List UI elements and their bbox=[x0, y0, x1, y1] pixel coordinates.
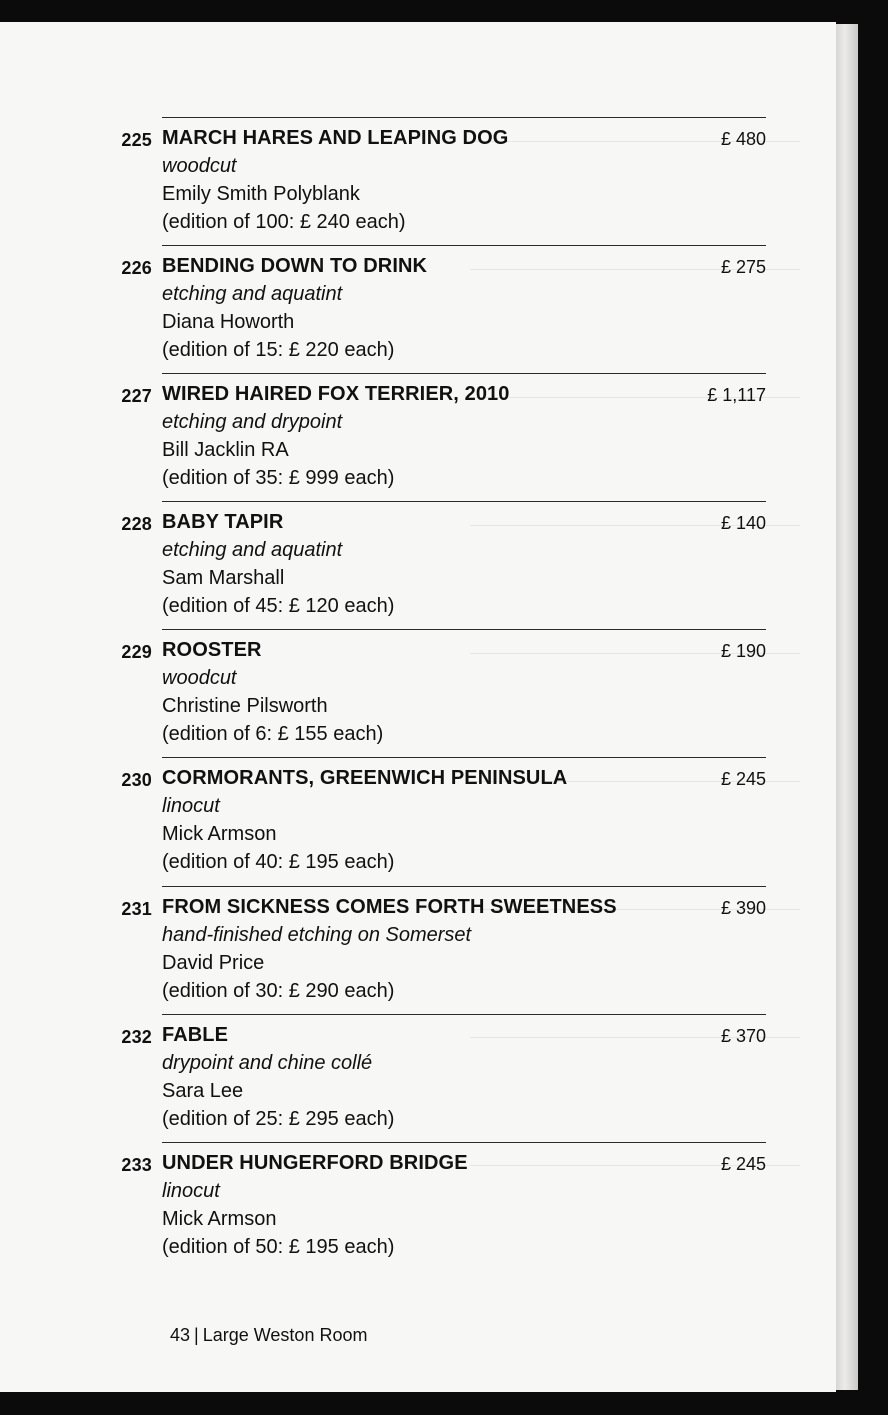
entry-number: 229 bbox=[121, 642, 152, 662]
entry-price: £ 140 bbox=[720, 513, 766, 533]
footer-separator: | bbox=[194, 1325, 199, 1345]
entry-price: £ 370 bbox=[720, 1026, 766, 1046]
entry-divider bbox=[162, 629, 766, 630]
entry-artist: Bill Jacklin RA bbox=[162, 439, 289, 461]
catalogue-entry bbox=[0, 629, 836, 757]
entry-number: 228 bbox=[121, 514, 152, 534]
catalogue-entry bbox=[0, 1014, 836, 1142]
entry-price: £ 245 bbox=[720, 1154, 766, 1174]
entry-price: £ 275 bbox=[720, 257, 766, 277]
entry-medium: drypoint and chine collé bbox=[162, 1052, 373, 1074]
entry-number: 231 bbox=[121, 899, 152, 919]
entry-number: 233 bbox=[121, 1155, 152, 1175]
entry-title: ROOSTER bbox=[162, 639, 262, 661]
entry-price: £ 1,117 bbox=[707, 385, 766, 405]
entry-divider bbox=[162, 1014, 766, 1015]
entry-number: 225 bbox=[121, 130, 152, 150]
entry-title: FROM SICKNESS COMES FORTH SWEETNESS bbox=[162, 896, 617, 918]
entry-number: 226 bbox=[121, 258, 152, 278]
catalogue-entry bbox=[0, 245, 836, 373]
entry-artist: Sam Marshall bbox=[162, 567, 285, 589]
entry-divider bbox=[162, 501, 766, 502]
entry-title: MARCH HARES AND LEAPING DOG bbox=[162, 127, 509, 149]
entry-artist: Mick Armson bbox=[162, 1208, 277, 1230]
entry-edition: (edition of 6: £ 155 each) bbox=[162, 723, 384, 745]
section-name: Large Weston Room bbox=[202, 1325, 368, 1345]
entry-medium: woodcut bbox=[162, 155, 237, 177]
catalogue-entry bbox=[0, 1142, 836, 1270]
entry-artist: Mick Armson bbox=[162, 823, 277, 845]
entry-edition: (edition of 30: £ 290 each) bbox=[162, 980, 395, 1002]
entry-edition: (edition of 25: £ 295 each) bbox=[162, 1108, 395, 1130]
entry-price: £ 245 bbox=[720, 769, 766, 789]
entry-medium: etching and aquatint bbox=[162, 539, 343, 561]
entry-medium: woodcut bbox=[162, 667, 237, 689]
entry-divider bbox=[162, 245, 766, 246]
entry-title: WIRED HAIRED FOX TERRIER, 2010 bbox=[162, 383, 510, 405]
catalogue-entry bbox=[0, 757, 836, 885]
entry-edition: (edition of 40: £ 195 each) bbox=[162, 851, 395, 873]
entry-edition: (edition of 45: £ 120 each) bbox=[162, 595, 395, 617]
catalogue-entry bbox=[0, 117, 836, 245]
entry-divider bbox=[162, 886, 766, 887]
entry-divider bbox=[162, 373, 766, 374]
entry-edition: (edition of 50: £ 195 each) bbox=[162, 1236, 395, 1258]
entry-price: £ 390 bbox=[720, 898, 766, 918]
entry-number: 227 bbox=[121, 386, 152, 406]
catalogue-page bbox=[0, 22, 836, 1392]
catalogue-entry bbox=[0, 886, 836, 1014]
entry-title: BABY TAPIR bbox=[162, 511, 284, 533]
entry-number: 232 bbox=[121, 1027, 152, 1047]
page-footer bbox=[170, 1325, 367, 1346]
entry-artist: David Price bbox=[162, 952, 265, 974]
catalogue-entry bbox=[0, 373, 836, 501]
entry-divider bbox=[162, 1142, 766, 1143]
entry-edition: (edition of 15: £ 220 each) bbox=[162, 339, 395, 361]
entry-medium: linocut bbox=[162, 1180, 220, 1202]
entry-title: CORMORANTS, GREENWICH PENINSULA bbox=[162, 767, 568, 789]
entry-price: £ 190 bbox=[720, 641, 766, 661]
entry-medium: etching and drypoint bbox=[162, 411, 343, 433]
entry-divider bbox=[162, 117, 766, 118]
catalogue-entry bbox=[0, 501, 836, 629]
entry-number: 230 bbox=[121, 770, 152, 790]
entry-edition: (edition of 100: £ 240 each) bbox=[162, 211, 406, 233]
entry-title: FABLE bbox=[162, 1024, 229, 1046]
entry-medium: linocut bbox=[162, 795, 220, 817]
entry-medium: hand-finished etching on Somerset bbox=[162, 924, 472, 946]
page-number: 43 bbox=[170, 1325, 191, 1345]
entry-medium: etching and aquatint bbox=[162, 283, 343, 305]
entry-artist: Emily Smith Polyblank bbox=[162, 183, 360, 205]
entry-artist: Sara Lee bbox=[162, 1080, 244, 1102]
entry-title: UNDER HUNGERFORD BRIDGE bbox=[162, 1152, 468, 1174]
entry-divider bbox=[162, 757, 766, 758]
entry-artist: Christine Pilsworth bbox=[162, 695, 328, 717]
entry-title: BENDING DOWN TO DRINK bbox=[162, 255, 428, 277]
entry-artist: Diana Howorth bbox=[162, 311, 295, 333]
entry-edition: (edition of 35: £ 999 each) bbox=[162, 467, 395, 489]
page-edge bbox=[836, 24, 858, 1390]
entry-price: £ 480 bbox=[720, 129, 766, 149]
